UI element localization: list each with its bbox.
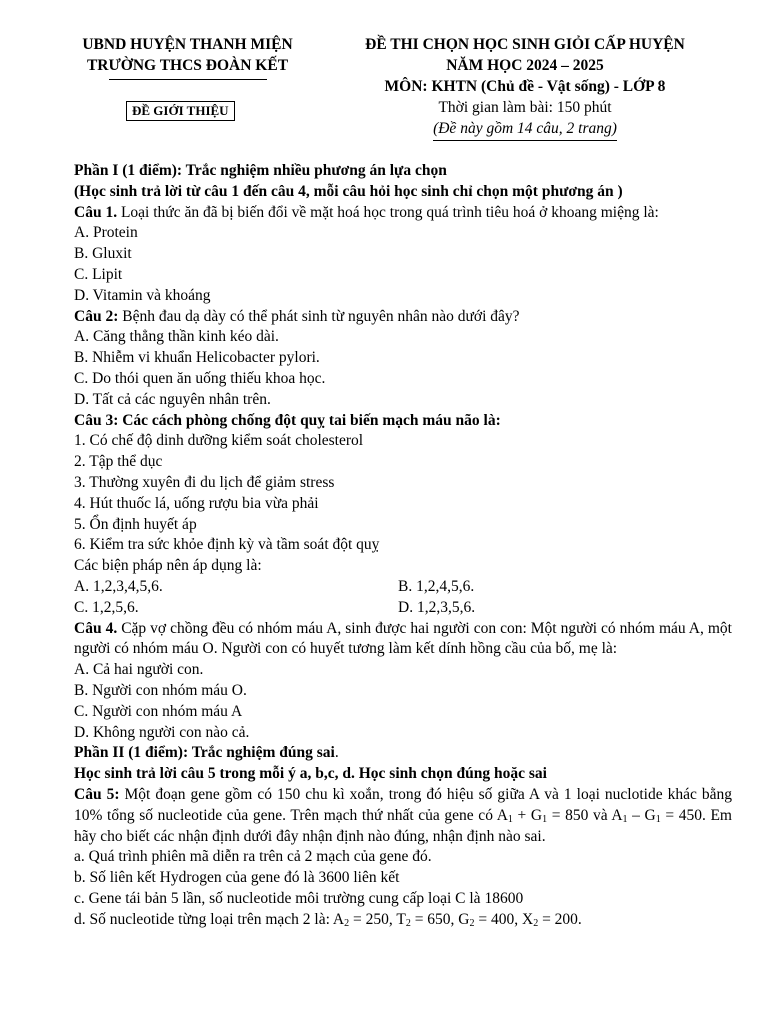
question-text: Cặp vợ chồng đều có nhóm máu A, sinh được hai người con con: Một người có nhóm máu A, một người có nhóm máu O. Người con có huyết tương làm kết dính hồng cầu của bố, mẹ là: xyxy=(74,619,732,658)
answer-option: C. Lipit xyxy=(74,265,123,283)
duration-line: Thời gian làm bài: 150 phút xyxy=(438,99,612,116)
answer-option: A. 1,2,3,4,5,6. xyxy=(74,577,163,595)
question-text: Một đoạn gene gồm có 150 chu kì xoắn, trong đó hiệu số giữa A và 1 loại nuclotide khác bằng 10% tổng số nucleotide của gene. Trên mạch thứ nhất của gene có A xyxy=(74,785,732,824)
question-label: Câu 1. xyxy=(74,203,118,221)
question-text: = 450. Em hãy cho biết các nhận định dưới đây nhận định nào đúng, nhận định nào sai. xyxy=(74,806,732,845)
school-name: TRƯỜNG THCS ĐOÀN KẾT xyxy=(86,57,289,74)
subject-line: MÔN: KHTN (Chủ đề - Vật sống) - LỚP 8 xyxy=(384,78,666,95)
answer-option: B. 1,2,4,5,6. xyxy=(398,577,475,595)
subscript: 1 xyxy=(622,813,628,825)
question-text: = 850 và A xyxy=(547,806,623,824)
part2-instruction: Học sinh trả lời câu 5 trong mỗi ý a, b,c, d. Học sinh chọn đúng hoặc sai xyxy=(74,765,547,783)
school-year: NĂM HỌC 2024 – 2025 xyxy=(446,57,604,74)
options-row xyxy=(74,598,732,619)
answer-option: D. Tất cả các nguyên nhân trên. xyxy=(74,390,271,408)
statement-b: b. Số liên kết Hydrogen của gene đó là 3600 liên kết xyxy=(74,869,400,887)
statement-text: = 200. xyxy=(538,910,582,928)
answer-option: B. Gluxit xyxy=(74,245,132,263)
statement-d xyxy=(74,910,732,931)
pages-note: (Đề này gồm 14 câu, 2 trang) xyxy=(433,118,617,141)
list-item: 1. Có chế độ dinh dưỡng kiểm soát cholesterol xyxy=(74,432,364,450)
statement-text: d. Số nucleotide từng loại trên mạch 2 là: A xyxy=(74,910,345,928)
subscript: 2 xyxy=(344,917,350,929)
statement-text: = 250, T xyxy=(349,910,406,928)
subscript: 1 xyxy=(507,813,513,825)
organization-header xyxy=(60,34,315,80)
subscript: 1 xyxy=(655,813,661,825)
list-item: 3. Thường xuyên đi du lịch để giảm stress xyxy=(74,473,335,491)
question-text: – G xyxy=(627,806,656,824)
subscript: 2 xyxy=(533,917,539,929)
answer-option: D. 1,2,3,5,6. xyxy=(398,598,476,616)
part2-title: Phần II (1 điểm): Trắc nghiệm đúng sai xyxy=(74,744,335,762)
question-text: + G xyxy=(512,806,543,824)
answer-option: C. Người con nhóm máu A xyxy=(74,702,243,720)
subscript: 2 xyxy=(405,917,411,929)
statement-c: c. Gene tái bản 5 lần, số nucleotide môi trường cung cấp loại C là 18600 xyxy=(74,889,524,907)
exam-body xyxy=(74,161,732,930)
part1-title: Phần I (1 điểm): Trắc nghiệm nhiều phương án lựa chọn xyxy=(74,162,447,179)
subscript: 1 xyxy=(542,813,548,825)
list-item: 6. Kiểm tra sức khỏe định kỳ và tầm soát đột quỵ xyxy=(74,536,380,554)
part1-instruction: (Học sinh trả lời từ câu 1 đến câu 4, mỗi câu hỏi học sinh chỉ chọn một phương án ) xyxy=(74,182,623,200)
question-label: Câu 5: xyxy=(74,785,120,803)
intro-exam-badge: ĐỀ GIỚI THIỆU xyxy=(126,101,235,121)
question-prompt: Các biện pháp nên áp dụng là: xyxy=(74,557,262,575)
exam-title: ĐỀ THI CHỌN HỌC SINH GIỎI CẤP HUYỆN xyxy=(365,36,685,53)
statement-a: a. Quá trình phiên mã diễn ra trên cả 2 mạch của gene đó. xyxy=(74,848,432,866)
answer-option: B. Nhiễm vi khuẩn Helicobacter pylori. xyxy=(74,349,320,367)
answer-option: A. Cả hai người con. xyxy=(74,661,204,679)
list-item: 2. Tập thể dục xyxy=(74,453,163,471)
answer-option: B. Người con nhóm máu O. xyxy=(74,681,247,699)
question-2 xyxy=(74,307,732,328)
answer-option: A. Căng thẳng thần kinh kéo dài. xyxy=(74,328,279,346)
list-item: 5. Ổn định huyết áp xyxy=(74,515,197,533)
part2-title-line xyxy=(74,743,732,764)
options-row xyxy=(74,577,732,598)
question-4 xyxy=(74,619,732,661)
part2-title-end: . xyxy=(334,744,339,762)
question-3: Câu 3: Các cách phòng chống đột quỵ tai biến mạch máu não là: xyxy=(74,411,501,429)
header-divider xyxy=(109,79,267,80)
answer-option: D. Vitamin và khoáng xyxy=(74,286,211,304)
list-item: 4. Hút thuốc lá, uống rượu bia vừa phải xyxy=(74,494,319,512)
question-5 xyxy=(74,785,732,847)
statement-text: = 650, G xyxy=(410,910,470,928)
answer-option: A. Protein xyxy=(74,224,138,242)
statement-text: = 400, X xyxy=(474,910,534,928)
exam-header xyxy=(330,34,720,141)
question-label: Câu 2: xyxy=(74,307,119,325)
answer-option: D. Không người con nào cả. xyxy=(74,723,250,741)
question-text: Loại thức ăn đã bị biến đổi về mặt hoá học trong quá trình tiêu hoá ở khoang miệng là: xyxy=(117,203,659,221)
answer-option: C. Do thói quen ăn uống thiếu khoa học. xyxy=(74,369,326,387)
subscript: 2 xyxy=(469,917,475,929)
district-name: UBND HUYỆN THANH MIỆN xyxy=(82,36,293,53)
question-text: Bệnh đau dạ dày có thể phát sinh từ nguyên nhân nào dưới đây? xyxy=(118,307,520,325)
question-1 xyxy=(74,203,732,224)
answer-option: C. 1,2,5,6. xyxy=(74,598,139,616)
question-label: Câu 4. xyxy=(74,619,118,637)
